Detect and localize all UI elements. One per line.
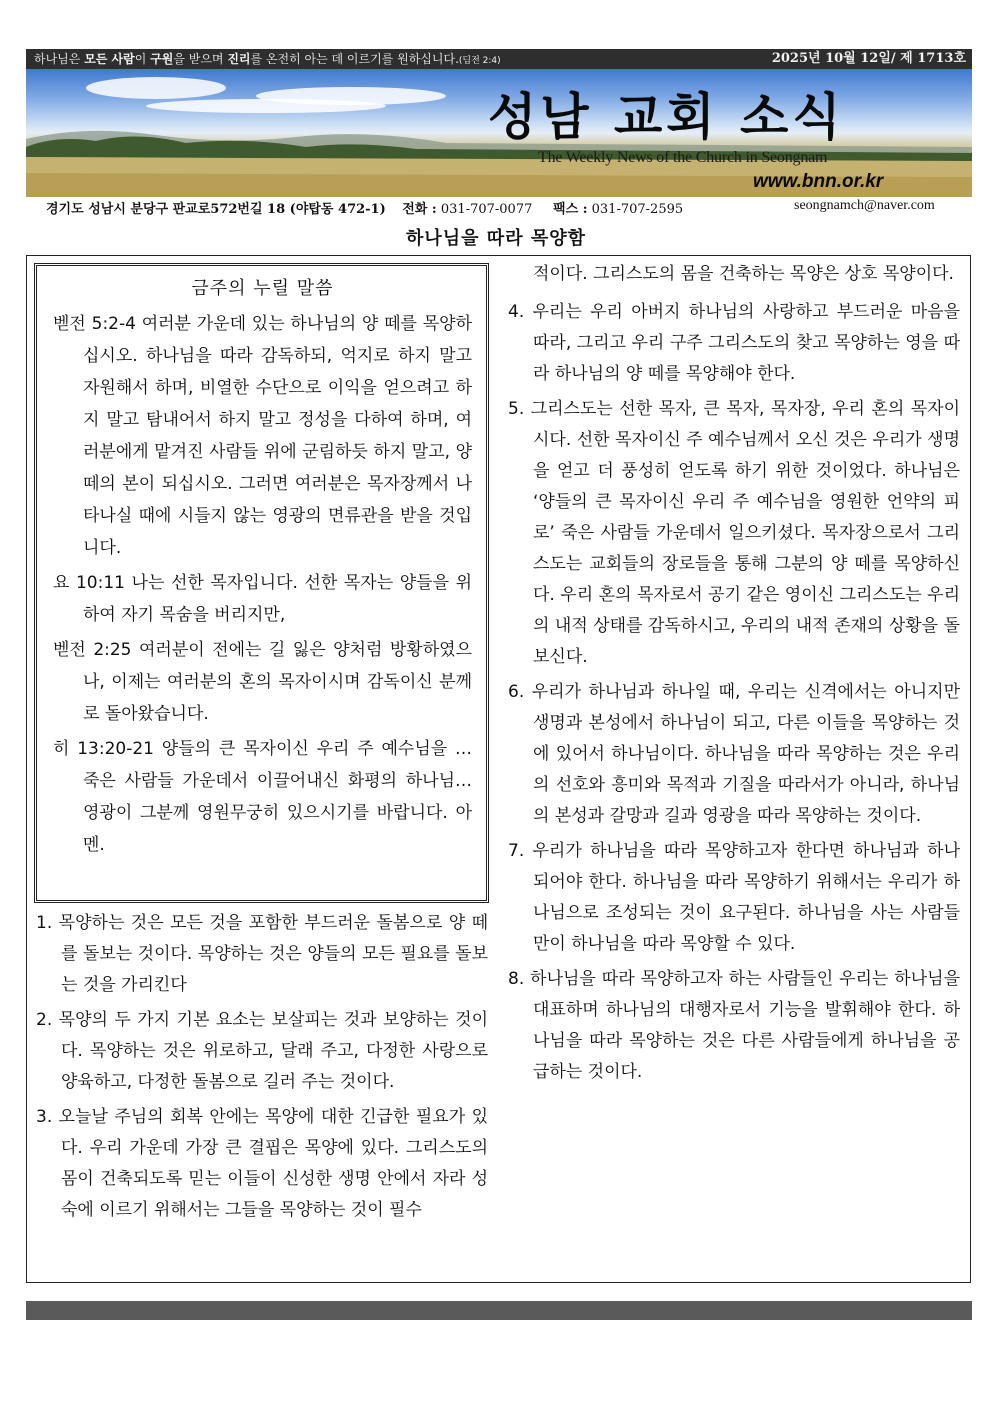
motto-reference: (딤전 2:4)	[458, 56, 501, 66]
masthead-banner	[26, 69, 972, 197]
phone-number: 031-707-0077	[440, 202, 533, 217]
newsletter-title: 성남 교회 소식	[488, 88, 845, 146]
header-motto-bar	[26, 49, 972, 69]
outline-point: 8. 하나님을 따라 목양하고자 하는 사람들인 우리는 하나님을 대표하며 하나님의 대행자로서 기능을 발휘해야 한다. 하나님을 따라 목양하는 것은 다른 사람들에게 하나님을 공급하는 것이다.	[508, 969, 960, 1082]
scripture-verse: 히 13:20-21 양들의 큰 목자이신 우리 주 예수님을 … 죽은 사람들 가운데서 이끌어내신 화평의 하나님… 영광이 그분께 영원무궁히 있으시기를 바랍니다. 아멘.	[53, 739, 472, 855]
article-headline: 하나님을 따라 목양함	[405, 228, 587, 249]
scripture-verse: 벧전 5:2-4 여러분 가운데 있는 하나님의 양 떼를 목양하십시오. 하나님을 따라 감독하되, 억지로 하지 말고 자원해서 하며, 비열한 수단으로 이익을 얻으려고 하지 말고 탐내어서 하지 말고 정성을 다하여 하며, 여러분에게 맡겨진 사람들 위에 군림하듯 하지 말고, 양 떼의 본이 되십시오. 그러면 여러분은 목자장께서 나타나실 때에 시들지 않는 영광의 면류관을 받을 것입니다.	[53, 314, 472, 558]
outline-point: 7. 우리가 하나님을 따라 목양하고자 한다면 하나님과 하나 되어야 한다. 하나님을 따라 목양하기 위해서는 우리가 하나님으로 조성되는 것이 요구된다. 하나님을 사는 사람들만이 하나님을 따라 목양할 수 있다.	[508, 841, 960, 954]
motto-part: 하나님은	[34, 52, 85, 66]
scripture-verse: 요 10:11 나는 선한 목자입니다. 선한 목자는 양들을 위하여 자기 목숨을 버리지만,	[53, 573, 472, 625]
left-column-points	[36, 908, 488, 1230]
website-link[interactable]: www.bnn.or.kr	[753, 171, 884, 192]
motto-text	[34, 49, 501, 71]
outline-point: 5. 그리스도는 선한 목자, 큰 목자, 목자장, 우리 혼의 목자이시다. 선한 목자이신 주 예수님께서 오신 것은 우리가 생명을 얻고 더 풍성히 얻도록 하기 위한 것이었다. 하나님은 ‘양들의 큰 목자이신 우리 주 예수님을 영원한 언약의 피로’ 죽은 사람들 가운데서 일으키셨다. 목자장으로서 그리스도는 교회들의 장로들을 통해 그분의 양 떼를 목양하신다. 우리 혼의 목자로서 공기 같은 영이신 그리스도는 우리의 내적 상태를 감독하시고, 우리의 내적 존재의 상황을 돌보신다.	[508, 399, 960, 667]
motto-part: 를 온전히 아는 데 이르기를 원하십니다.	[250, 52, 459, 66]
outline-point: 3. 오늘날 주님의 회복 안에는 목양에 대한 긴급한 필요가 있다. 우리 가운데 가장 큰 결핍은 목양에 있다. 그리스도의 몸이 건축되도록 믿는 이들이 신성한 생명 안에서 자라 성숙에 이르기 위해서는 그들을 목양하는 것이 필수	[36, 1107, 488, 1220]
outline-point: 2. 목양의 두 가지 기본 요소는 보살피는 것과 보양하는 것이다. 목양하는 것은 위로하고, 달래 주고, 다정한 사랑으로 양육하고, 다정한 돌봄으로 길러 주는 것이다.	[36, 1010, 488, 1092]
outline-point-continuation: 적이다. 그리스도의 몸을 건축하는 목양은 상호 목양이다.	[533, 264, 954, 284]
right-column-points	[508, 259, 960, 1092]
address: 경기도 성남시 분당구 판교로572번길 18 (야탑동 472-1)	[46, 202, 386, 217]
cloud-decoration	[86, 77, 226, 99]
cloud-decoration	[146, 99, 386, 113]
fax-number: 031-707-2595	[591, 202, 684, 217]
motto-part: 구원	[150, 52, 174, 66]
fax-label: 팩스 :	[553, 202, 588, 217]
outline-point: 4. 우리는 우리 아버지 하나님의 사랑하고 부드러운 마음을 따라, 그리고 우리 구주 그리스도의 찾고 목양하는 영을 따라 하나님의 양 떼를 목양해야 한다.	[508, 302, 960, 384]
scripture-box	[34, 263, 489, 903]
outline-point: 1. 목양하는 것은 모든 것을 포함한 부드러운 돌봄으로 양 떼를 돌보는 것이다. 목양하는 것은 양들의 모든 필요를 돌보는 것을 가리킨다	[36, 913, 488, 995]
scripture-verse: 벧전 2:25 여러분이 전에는 길 잃은 양처럼 방황하였으나, 이제는 여러분의 혼의 목자이시며 감독이신 분께로 돌아왔습니다.	[53, 640, 472, 724]
contact-line	[46, 198, 935, 217]
motto-part: 을 받으며	[173, 52, 228, 66]
issue-date: 2025년 10월 12일/ 제 1713호	[771, 51, 966, 66]
phone-label: 전화 :	[402, 202, 437, 217]
motto-part: 모든 사람	[84, 52, 135, 66]
footer-bar	[26, 1301, 972, 1320]
outline-point: 6. 우리가 하나님과 하나일 때, 우리는 신격에서는 아니지만 생명과 본성에서 하나님이 되고, 다른 이들을 목양하는 것에 있어서 하나님이다. 하나님을 따라 목양하는 것은 우리의 선호와 흥미와 목적과 기질을 따라서가 아니라, 하나님의 본성과 갈망과 길과 영광을 따라 목양하는 것이다.	[508, 682, 960, 826]
email-address[interactable]: seongnamch@naver.com	[794, 198, 935, 213]
newsletter-subtitle: The Weekly News of the Church in Seongnam	[538, 149, 828, 166]
motto-part: 이	[134, 52, 151, 66]
motto-part: 진리	[227, 52, 251, 66]
scripture-box-title: 금주의 누릴 말씀	[191, 278, 334, 299]
